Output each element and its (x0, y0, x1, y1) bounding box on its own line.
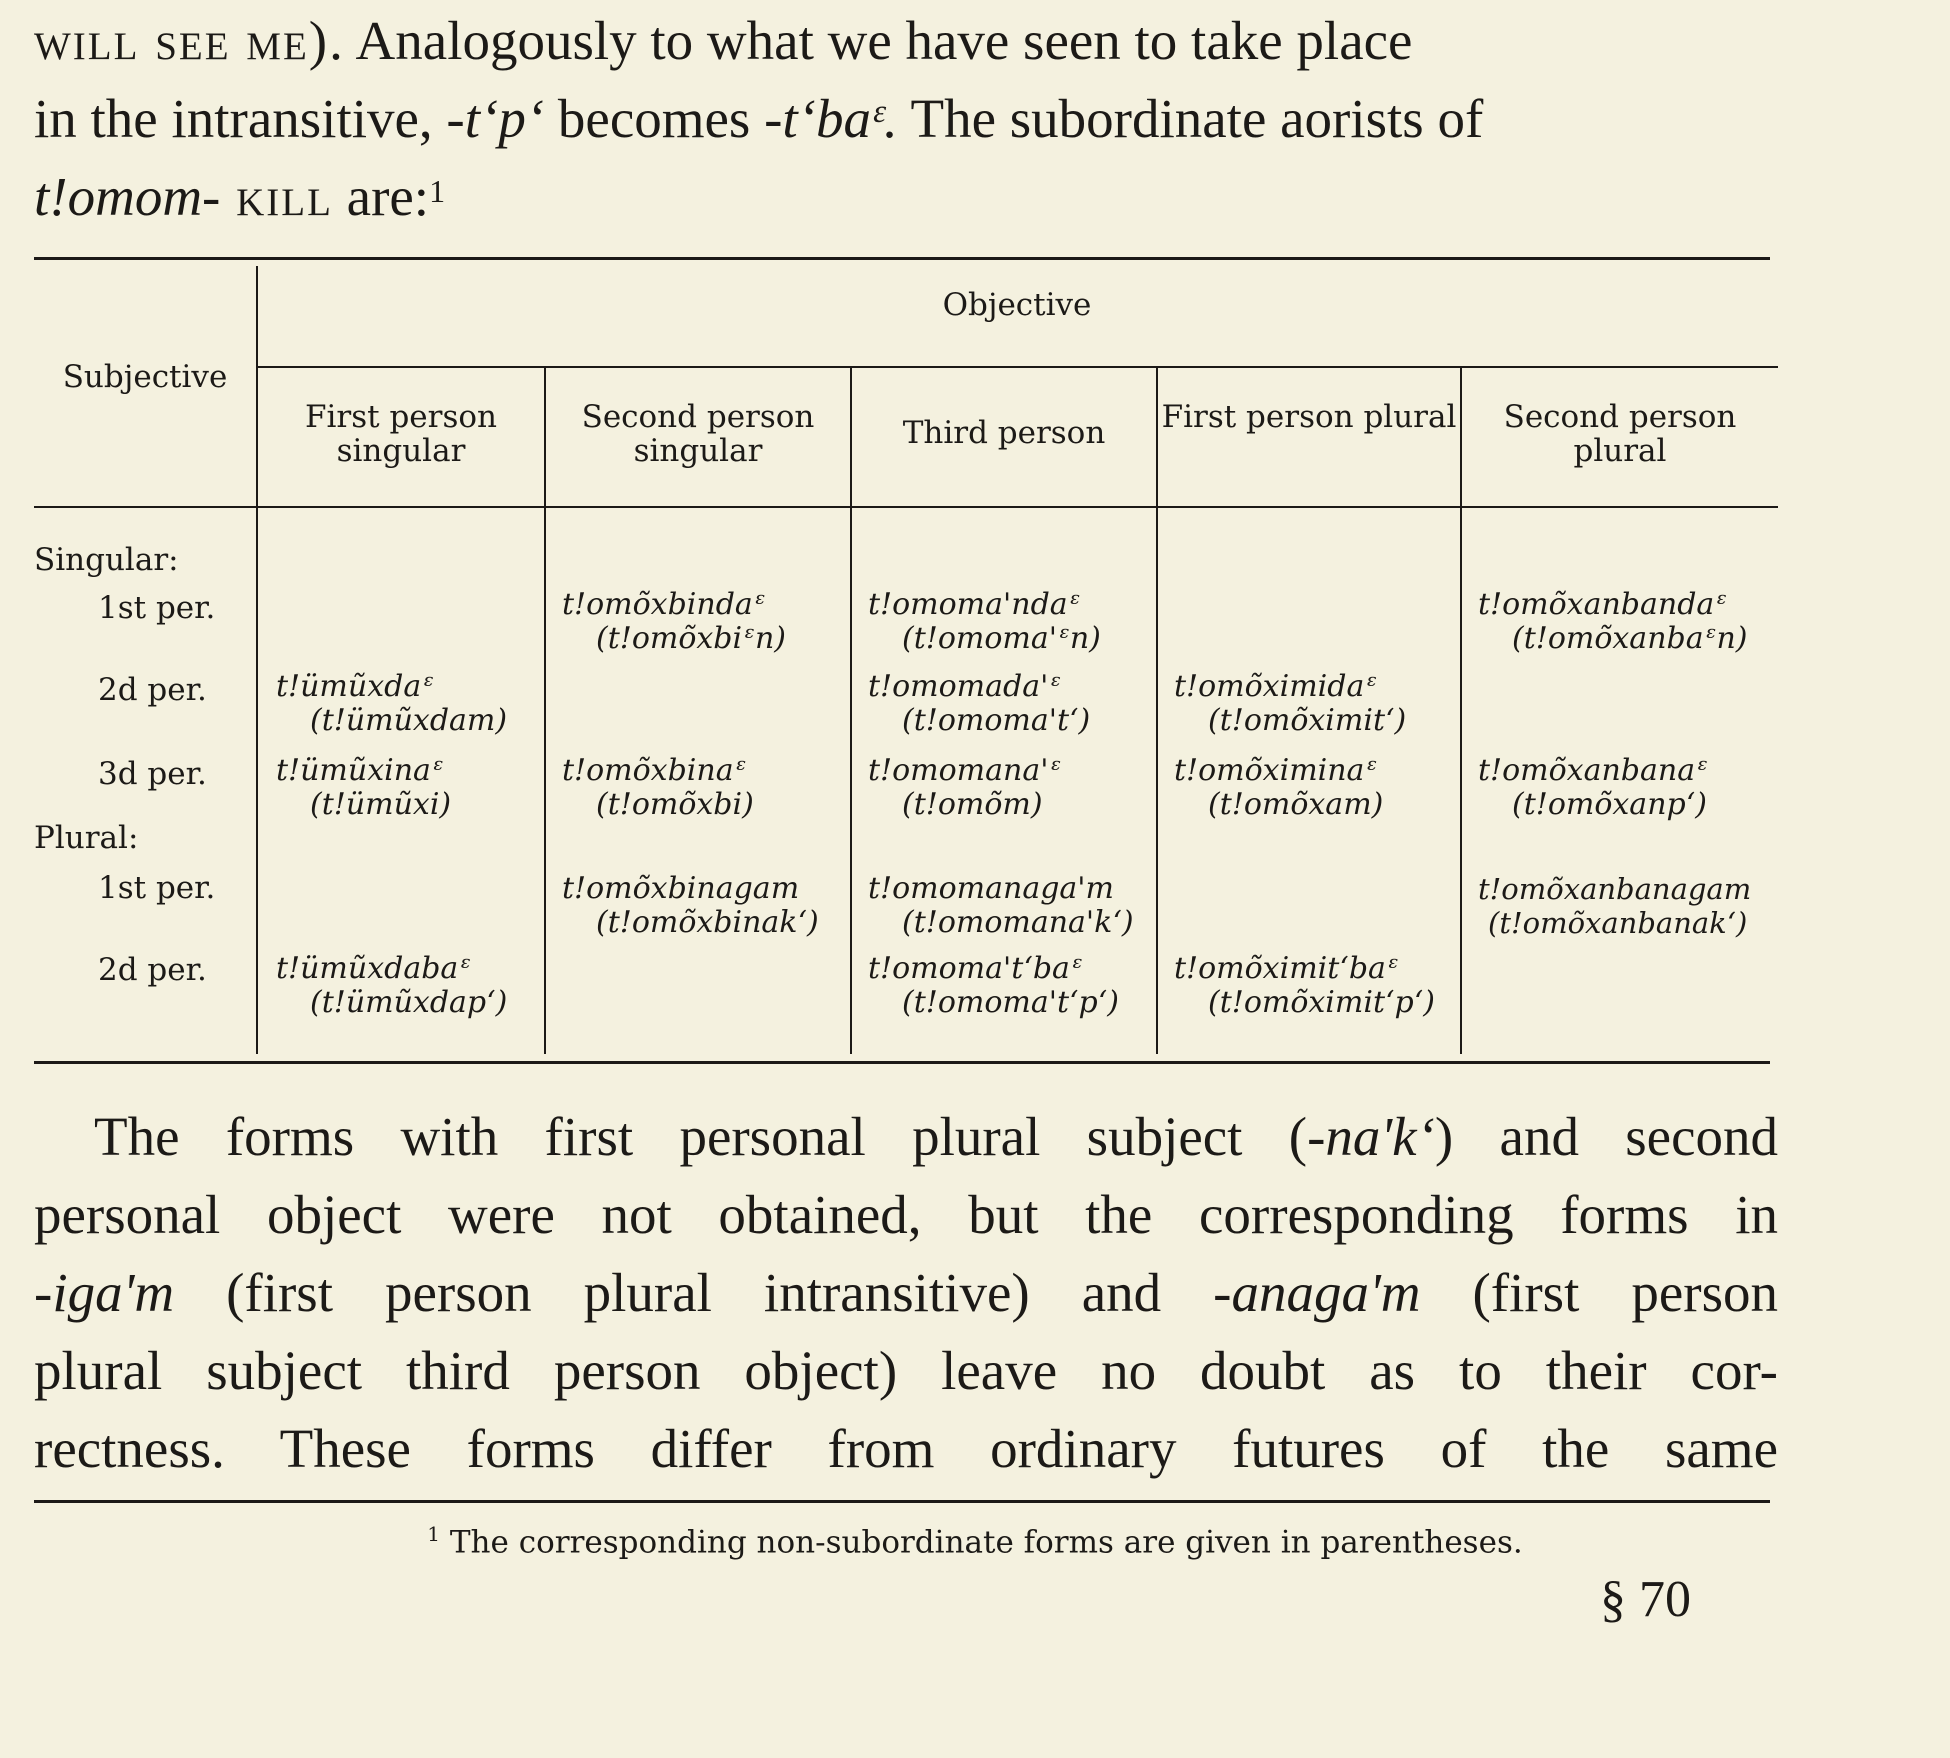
subordinate-form: t!omomanaga'm (868, 871, 1115, 906)
table-cell (868, 872, 1134, 940)
table-cell (1174, 670, 1406, 738)
table-cell (868, 670, 1090, 738)
group-label-singular: Singular: (34, 542, 179, 578)
table-cell (1174, 754, 1383, 822)
body-text: rectness. These forms differ from ordinary futures of the same (34, 1418, 1778, 1479)
intro-line-3 (34, 158, 1778, 236)
column-header-first-plural: First person plural (1161, 399, 1457, 435)
column-divider (544, 368, 546, 1054)
table-cell (1174, 952, 1435, 1020)
table-cell (276, 670, 507, 738)
body-text: (first person (1420, 1262, 1778, 1323)
body-text: (first person plural intransitive) and (174, 1262, 1214, 1323)
body-line-2 (34, 1176, 1778, 1254)
intro-line-2 (34, 80, 1778, 158)
body-text: plural subject third person object) leave no doubt as to their cor- (34, 1340, 1778, 1401)
column-header-second-plural: Second person plural (1503, 399, 1737, 469)
non-subordinate-form: (t!omõxbinakʻ) (596, 905, 819, 940)
body-text: ) and second (1434, 1106, 1778, 1167)
table-cell (276, 952, 507, 1020)
non-subordinate-form: (t!ümũxdam) (310, 703, 508, 738)
footnote-rule (34, 1500, 1770, 1503)
table-cell (1478, 754, 1708, 822)
intro-text: Analogously to what we have seen to take place (344, 10, 1413, 71)
group-label-plural: Plural: (34, 820, 139, 856)
subordinate-form: t!omoma'ndaᵋ (868, 587, 1081, 622)
small-caps-gloss: will see me). (34, 10, 345, 71)
intro-text: are: (332, 166, 430, 227)
body-text: The forms with first personal plural subject ( (94, 1106, 1308, 1167)
column-divider (850, 368, 852, 1054)
non-subordinate-form: (t!omõxanbaᵋn) (1512, 621, 1748, 656)
body-text: personal object were not obtained, but the corresponding forms in (34, 1184, 1778, 1245)
suffix-form: -tʻpʻ (446, 88, 545, 149)
non-subordinate-form: (t!omoma'ᵋn) (902, 621, 1101, 656)
non-subordinate-form: (t!omõxbiᵋn) (596, 621, 786, 656)
paradigm-table (34, 258, 1778, 1064)
subordinate-form: t!omõxbinaᵋ (562, 753, 747, 788)
footnote (0, 1522, 1950, 1560)
body-line-3 (34, 1254, 1778, 1332)
subordinate-form: t!omõxanbanaᵋ (1478, 753, 1708, 788)
row-label: 3d per. (98, 756, 207, 792)
table-cell (1478, 872, 1751, 940)
intro-text: becomes (544, 88, 765, 149)
table-cell (868, 754, 1061, 822)
intro-text: in the intransitive, (34, 88, 447, 149)
table-cell (562, 754, 754, 822)
stem-form: t!omom- (34, 166, 221, 227)
body-line-4 (34, 1332, 1778, 1410)
table-cell (562, 588, 786, 656)
body-line-1 (34, 1098, 1778, 1176)
table-cell (1478, 588, 1747, 656)
subordinate-form: t!omoma'tʻbaᵋ (868, 951, 1083, 986)
non-subordinate-form: (t!omoma'tʻ) (902, 703, 1091, 738)
non-subordinate-form: (t!omõxanbanakʻ) (1488, 906, 1748, 940)
body-paragraph (34, 1098, 1778, 1488)
suffix-form: -iga'm (34, 1262, 175, 1323)
section-number: § 70 (1600, 1571, 1691, 1628)
suffix-form: -tʻbaᵋ. (764, 88, 898, 149)
footnote-ref: 1 (429, 173, 446, 209)
small-caps-gloss: kill (220, 166, 333, 227)
body-line-5 (34, 1410, 1778, 1488)
objective-header: Objective (942, 287, 1092, 323)
column-divider (1156, 368, 1158, 1054)
table-cell (868, 588, 1101, 656)
subordinate-form: t!ümũxdaᵋ (276, 669, 435, 704)
objective-header-rule (256, 366, 1778, 368)
table-cell (276, 754, 451, 822)
column-header-second-singular: Second person singular (581, 399, 815, 469)
non-subordinate-form: (t!omõxbi) (596, 787, 754, 822)
subordinate-form: t!omõximitʻbaᵋ (1174, 951, 1399, 986)
subordinate-form: t!omomana'ᵋ (868, 753, 1062, 788)
footnote-text: The corresponding non-subordinate forms are given in parentheses. (440, 1524, 1523, 1561)
subordinate-form: t!omomada'ᵋ (868, 669, 1062, 704)
non-subordinate-form: (t!omomana'kʻ) (902, 905, 1134, 940)
subordinate-form: t!ümũxdabaᵋ (276, 951, 472, 986)
non-subordinate-form: (t!omõxanpʻ) (1512, 787, 1707, 822)
suffix-form: -anaga'm (1213, 1262, 1421, 1323)
subordinate-form: t!omõxbindaᵋ (562, 587, 766, 622)
non-subordinate-form: (t!omoma'tʻpʻ) (902, 985, 1120, 1020)
non-subordinate-form: (t!omõxam) (1208, 787, 1384, 822)
footnote-marker: 1 (427, 1522, 441, 1546)
non-subordinate-form: (t!omõm) (902, 787, 1043, 822)
suffix-form: -na'kʻ (1307, 1106, 1435, 1167)
intro-paragraph (34, 2, 1778, 236)
row-label: 2d per. (98, 672, 207, 708)
subordinate-form: t!omõxanbanagam (1478, 872, 1752, 906)
subordinate-form: t!omõxbinagam (562, 871, 800, 906)
row-label: 1st per. (98, 590, 216, 626)
intro-line-1 (34, 2, 1778, 80)
header-bottom-rule (34, 506, 1778, 508)
non-subordinate-form: (t!ümũxi) (310, 787, 452, 822)
subordinate-form: t!omõximidaᵋ (1174, 669, 1378, 704)
column-divider (1460, 368, 1462, 1054)
non-subordinate-form: (t!omõximitʻ) (1208, 703, 1407, 738)
non-subordinate-form: (t!omõximitʻpʻ) (1208, 985, 1435, 1020)
subordinate-form: t!omõximinaᵋ (1174, 753, 1378, 788)
subjective-header: Subjective (62, 359, 228, 395)
column-divider (256, 266, 258, 1054)
column-header-third: Third person (902, 415, 1106, 451)
subordinate-form: t!omõxanbandaᵋ (1478, 587, 1728, 622)
row-label: 1st per. (98, 870, 216, 906)
non-subordinate-form: (t!ümũxdapʻ) (310, 985, 508, 1020)
table-cell (562, 872, 819, 940)
column-header-first-singular: First person singular (304, 399, 497, 469)
subordinate-form: t!ümũxinaᵋ (276, 753, 444, 788)
row-label: 2d per. (98, 952, 207, 988)
table-cell (868, 952, 1119, 1020)
intro-text: The subordinate aorists of (897, 88, 1484, 149)
